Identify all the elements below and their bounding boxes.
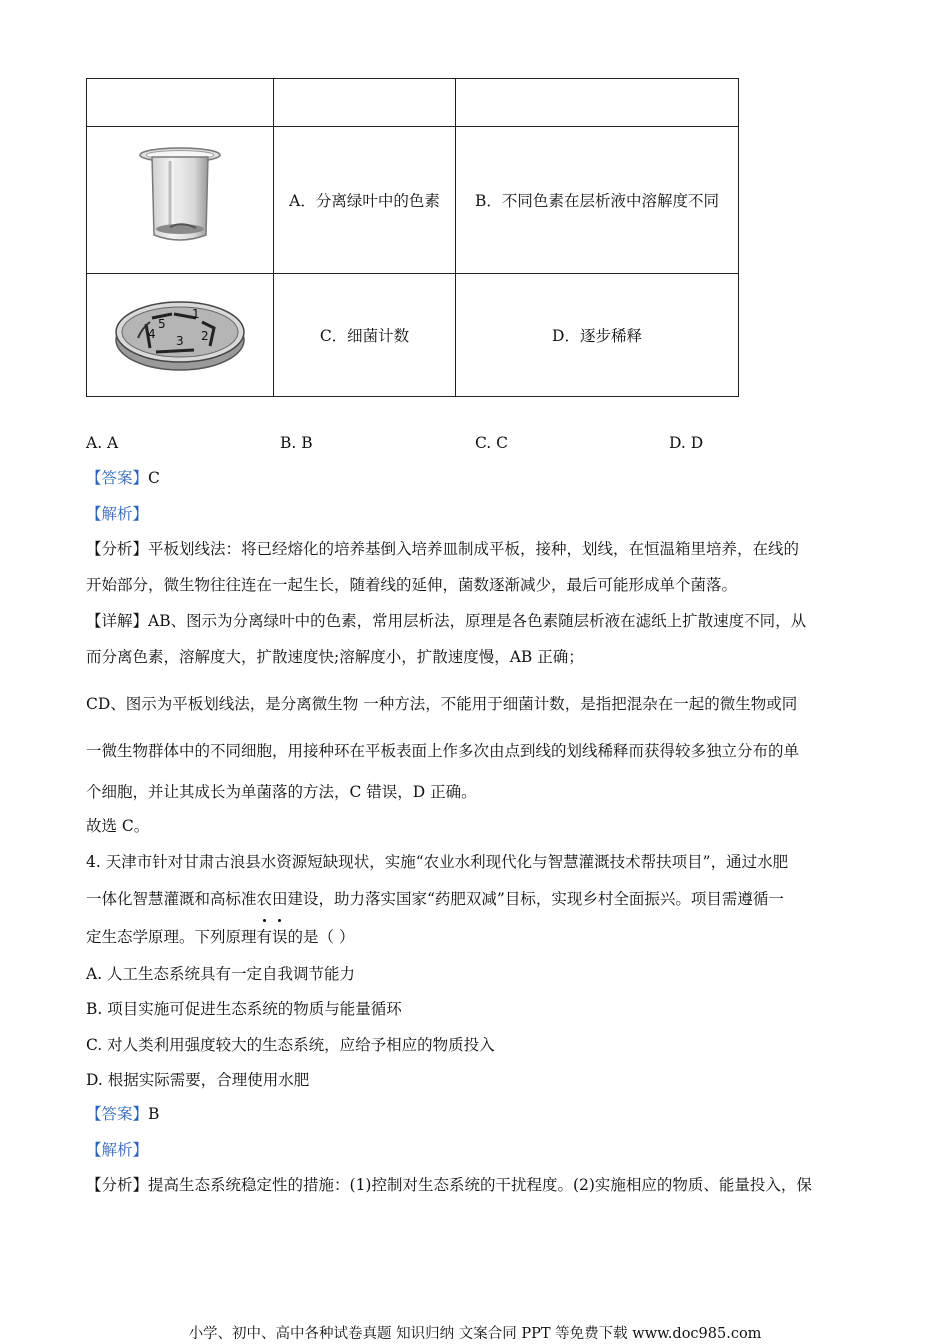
dish-label: 2 [201,329,209,343]
fenxi-tag: 【分析】 [86,1176,149,1194]
q3-fenxi-line-1 [86,539,799,559]
q4-option-b: B. 项目实施可促进生态系统的物质与能量循环 [86,1000,402,1018]
q3-xiangjie-line-2: 而分离色素，溶解度大，扩散速度快;溶解度小，扩散速度慢，AB 正确； [86,648,584,666]
fenxi-tag: 【分析】 [86,540,149,558]
q3-answer [86,468,160,488]
dish-label: 5 [158,317,166,331]
q4-analysis-tag: 【解析】 [86,1141,149,1159]
table-header-cell [274,79,456,127]
q3-cd-line-3: 个细胞，并让其成长为单菌落的方法，C 错误，D 正确。 [86,783,477,801]
option-b-cell: B．不同色素在层析液中溶解度不同 [456,127,739,274]
answer-value: B [148,1105,160,1123]
q3-option-a: A. A [86,434,119,452]
q4-stem-line-1: 4. 天津市针对甘肃古浪县水资源短缺现状，实施“农业水利现代化与智慧灌溉技术帮扶项目”，通过水肥 [86,853,789,871]
q3-analysis-tag: 【解析】 [86,505,149,523]
dish-label: 1 [192,307,200,321]
emphasis-text: 有 [256,928,273,946]
stem-text: 定生态学原理。下列原理 [86,928,257,946]
q3-option-c: C. C [475,434,509,452]
q4-fenxi-line-1 [86,1175,812,1195]
option-c-cell: C．细菌计数 [274,274,456,397]
q4-option-a: A. 人工生态系统具有一定自我调节能力 [86,965,356,983]
table-header-cell [87,79,274,127]
fenxi-text: 提高生态系统稳定性的措施：(1)控制对生态系统的干扰程度。(2)实施相应的物质、能量投入，保 [148,1176,812,1194]
q3-option-b: B. B [280,434,313,452]
q3-fenxi-line-2: 开始部分，微生物往往连在一起生长，随着线的延伸，菌数逐渐减少，最后可能形成单个菌落。 [86,576,738,594]
petri-dish-cell [87,274,274,397]
option-a-cell: A．分离绿叶中的色素 [274,127,456,274]
emphasis-dot [278,919,281,922]
emphasis-char [257,928,273,946]
emphasis-char [272,928,288,946]
emphasis-dot [263,919,266,922]
emphasis-text: 误 [272,928,288,946]
table-row [87,127,739,274]
q3-xiangjie-line-1 [86,611,806,631]
question-table [86,78,739,397]
dish-label: 4 [148,327,156,341]
beaker-chromatography-image [130,143,230,253]
answer-value: C [148,469,160,487]
q4-stem-line-2: 一体化智慧灌溉和高标准农田建设，助力落实国家“药肥双减”目标，实现乡村全面振兴。项目需遵循一 [86,890,784,908]
q3-cd-line-1: CD、图示为平板划线法，是分离微生物 一种方法，不能用于细菌计数，是指把混杂在一起的微生物或同 [86,695,798,713]
xiangjie-text: AB、图示为分离绿叶中的色素，常用层析法，原理是各色素随层析液在滤纸上扩散速度不同，从 [148,612,807,630]
answer-tag: 【答案】 [86,469,149,487]
answer-tag: 【答案】 [86,1105,149,1123]
page-footer: 小学、初中、高中各种试卷真题 知识归纳 文案合同 PPT 等免费下载 www.doc985.com [188,1326,762,1342]
fenxi-text: 平板划线法：将已经熔化的培养基倒入培养皿制成平板，接种，划线，在恒温箱里培养，在线的 [148,540,800,558]
dish-label: 3 [176,334,184,348]
option-d-cell: D．逐步稀释 [456,274,739,397]
table-header-row [87,79,739,127]
beaker-cell [87,127,274,274]
stem-text: 的是（ ） [287,928,355,946]
table-row [87,274,739,397]
xiangjie-tag: 【详解】 [86,612,149,630]
petri-dish-streak-image [110,288,250,378]
q3-conclusion: 故选 C。 [86,817,150,835]
q4-answer [86,1104,159,1124]
q3-option-d: D. D [669,434,704,452]
q4-option-d: D. 根据实际需要，合理使用水肥 [86,1071,310,1089]
q4-option-c: C. 对人类利用强度较大的生态系统，应给予相应的物质投入 [86,1036,495,1054]
table-header-cell [456,79,739,127]
q3-cd-line-2: 一微生物群体中的不同细胞，用接种环在平板表面上作多次由点到线的划线稀释而获得较多独立分布的单 [86,742,800,760]
q4-stem-line-3 [86,927,354,947]
